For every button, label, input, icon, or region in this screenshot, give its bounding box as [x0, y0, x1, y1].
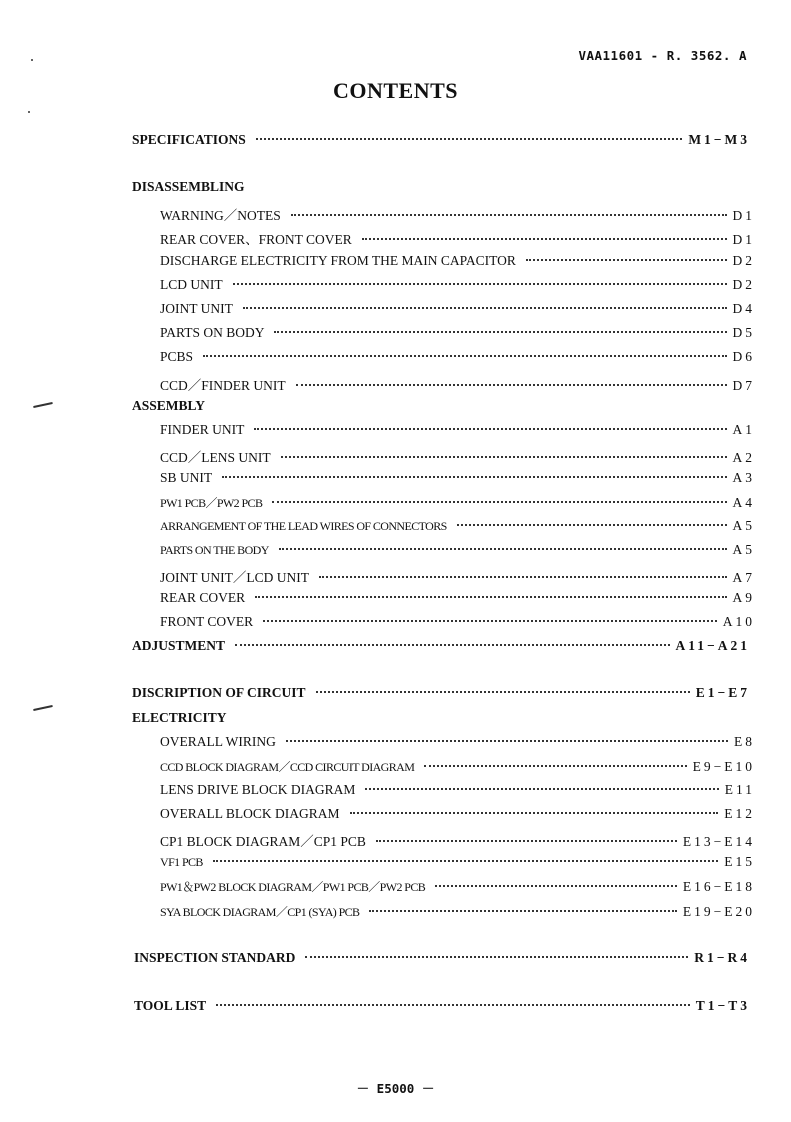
dot-leader: [243, 306, 727, 309]
toc-label: CP1 BLOCK DIAGRAM／CP1 PCB: [160, 834, 366, 849]
toc-page-ref: A3: [732, 470, 755, 485]
toc-page-ref: A5: [732, 542, 755, 557]
toc-label: FRONT COVER: [160, 614, 254, 629]
toc-page-ref: E9−E10: [692, 759, 755, 774]
toc-page-ref: A7: [732, 570, 755, 585]
dot-leader: [369, 909, 676, 912]
dot-leader: [263, 619, 717, 622]
toc-label: CCD BLOCK DIAGRAM／CCD CIRCUIT DIAGRAM: [160, 760, 415, 774]
dot-leader: [424, 764, 686, 767]
toc-entry: [160, 614, 755, 634]
dot-leader: [435, 884, 677, 887]
dot-leader: [526, 258, 727, 261]
toc-label: PCBS: [160, 349, 194, 364]
toc-entry: [160, 734, 755, 754]
dot-leader: [279, 547, 727, 550]
toc-entry: [160, 422, 755, 442]
dot-leader: [254, 427, 726, 430]
binding-mark: [33, 705, 53, 711]
document-ref: VAA11601 - R. 3562. A: [578, 48, 747, 63]
dot-leader: [305, 955, 688, 958]
dot-leader: [235, 643, 670, 646]
toc-section-heading: [134, 950, 750, 970]
toc-page-ref: D7: [732, 378, 755, 393]
dot-leader: [296, 383, 727, 386]
toc-label: LCD UNIT: [160, 277, 223, 292]
toc-entry: [160, 590, 755, 610]
dot-leader: [213, 859, 718, 862]
toc-label: JOINT UNIT: [160, 301, 233, 316]
toc-page-ref: E19−E20: [682, 904, 755, 919]
toc-label: VF1 PCB: [160, 855, 203, 869]
toc-entry: [160, 782, 755, 802]
dot-leader: [319, 575, 727, 578]
toc-section-heading: [132, 710, 747, 730]
dot-leader: [281, 455, 727, 458]
toc-page-ref: A11−A21: [675, 638, 750, 653]
toc-page-ref: M1−M3: [688, 132, 750, 147]
toc-label: ADJUSTMENT: [132, 638, 226, 653]
dot-leader: [291, 213, 727, 216]
dot-leader: [256, 137, 683, 140]
dot-leader: [365, 787, 718, 790]
toc-page-ref: A2: [732, 450, 755, 465]
toc-page-ref: D1: [732, 208, 755, 223]
dot-leader: [222, 475, 726, 478]
dot-leader: [457, 523, 727, 526]
toc-label: REAR COVER、FRONT COVER: [160, 232, 352, 247]
toc-page-ref: A1: [732, 422, 755, 437]
toc-entry: [160, 470, 755, 490]
toc-label: PARTS ON THE BODY: [160, 543, 269, 557]
toc-label: TOOL LIST: [134, 998, 207, 1013]
toc-label: JOINT UNIT／LCD UNIT: [160, 570, 309, 585]
toc-entry: [160, 325, 755, 345]
dot-leader: [350, 811, 719, 814]
toc-label: PARTS ON BODY: [160, 325, 265, 340]
binding-mark: [31, 59, 33, 61]
toc-label: DISASSEMBLING: [132, 179, 245, 194]
dot-leader: [255, 595, 726, 598]
toc-page-ref: D6: [732, 349, 755, 364]
dot-leader: [233, 282, 727, 285]
binding-mark: [33, 402, 53, 408]
toc-page-ref: E12: [724, 806, 755, 821]
toc-page-ref: A10: [722, 614, 755, 629]
toc-page-ref: D5: [732, 325, 755, 340]
toc-page-ref: R1−R4: [694, 950, 750, 965]
binding-mark: [28, 111, 30, 113]
toc-label: WARNING／NOTES: [160, 208, 281, 223]
toc-label: OVERALL WIRING: [160, 734, 276, 749]
dot-leader: [203, 354, 726, 357]
toc-entry: [160, 446, 755, 466]
toc-page-ref: E8: [734, 734, 755, 749]
toc-label: REAR COVER: [160, 590, 246, 605]
toc-label: DISCHARGE ELECTRICITY FROM THE MAIN CAPACITOR: [160, 253, 516, 268]
toc-page-ref: D2: [732, 277, 755, 292]
dot-leader: [376, 839, 677, 842]
toc-section-heading: [134, 998, 750, 1018]
toc-entry: [160, 374, 755, 394]
toc-page-ref: E16−E18: [682, 879, 755, 894]
toc-label: DISCRIPTION OF CIRCUIT: [132, 685, 306, 700]
toc-page-ref: A4: [732, 495, 755, 510]
toc-entry: [160, 518, 755, 538]
dot-leader: [272, 500, 726, 503]
page-footer: － E5000 －: [356, 1081, 435, 1096]
toc-entry: [160, 854, 755, 874]
toc-page-ref: E1−E7: [695, 685, 750, 700]
toc-section-heading: [132, 179, 747, 199]
toc-entry: [160, 566, 755, 586]
dot-leader: [316, 690, 690, 693]
toc-page-ref: E15: [724, 854, 755, 869]
toc-page-ref: A9: [732, 590, 755, 605]
toc-entry: [160, 758, 755, 778]
toc-label: FINDER UNIT: [160, 422, 245, 437]
toc-page-ref: D1: [732, 232, 755, 247]
toc-page-ref: A5: [732, 518, 755, 533]
toc-entry: [160, 878, 755, 898]
toc-entry: [160, 806, 755, 826]
toc-label: ASSEMBLY: [132, 398, 206, 413]
dot-leader: [286, 739, 728, 742]
toc-label: INSPECTION STANDARD: [134, 950, 296, 965]
toc-entry: [160, 228, 755, 248]
toc-entry: [160, 830, 755, 850]
toc-page-ref: E11: [724, 782, 755, 797]
dot-leader: [362, 237, 727, 240]
toc-label: SB UNIT: [160, 470, 213, 485]
toc-page-ref: E13−E14: [682, 834, 755, 849]
toc-label: OVERALL BLOCK DIAGRAM: [160, 806, 340, 821]
toc-label: CCD／FINDER UNIT: [160, 378, 286, 393]
dot-leader: [274, 330, 726, 333]
toc-label: PW1 PCB／PW2 PCB: [160, 496, 263, 510]
toc-label: LENS DRIVE BLOCK DIAGRAM: [160, 782, 356, 797]
toc-entry: [160, 903, 755, 923]
toc-section-heading: [132, 132, 750, 152]
toc-label: CCD／LENS UNIT: [160, 450, 271, 465]
toc-label: ELECTRICITY: [132, 710, 227, 725]
toc-entry: [160, 204, 755, 224]
toc-entry: [160, 494, 755, 514]
toc-section-heading: [132, 638, 750, 658]
toc-entry: [160, 349, 755, 369]
toc-page-ref: T1−T3: [695, 998, 750, 1013]
dot-leader: [216, 1003, 690, 1006]
toc-page-ref: D2: [732, 253, 755, 268]
toc-entry: [160, 542, 755, 562]
toc-entry: [160, 253, 755, 273]
toc-label: PW1＆PW2 BLOCK DIAGRAM／PW1 PCB／PW2 PCB: [160, 880, 426, 894]
toc-label: ARRANGEMENT OF THE LEAD WIRES OF CONNECTORS: [160, 519, 447, 533]
toc-entry: [160, 277, 755, 297]
toc-section-heading: [132, 685, 750, 705]
toc-label: SYA BLOCK DIAGRAM／CP1 (SYA) PCB: [160, 905, 360, 919]
toc-page-ref: D4: [732, 301, 755, 316]
page-title: CONTENTS: [332, 78, 459, 103]
toc-label: SPECIFICATIONS: [132, 132, 246, 147]
toc-section-heading: [132, 398, 747, 418]
toc-entry: [160, 301, 755, 321]
